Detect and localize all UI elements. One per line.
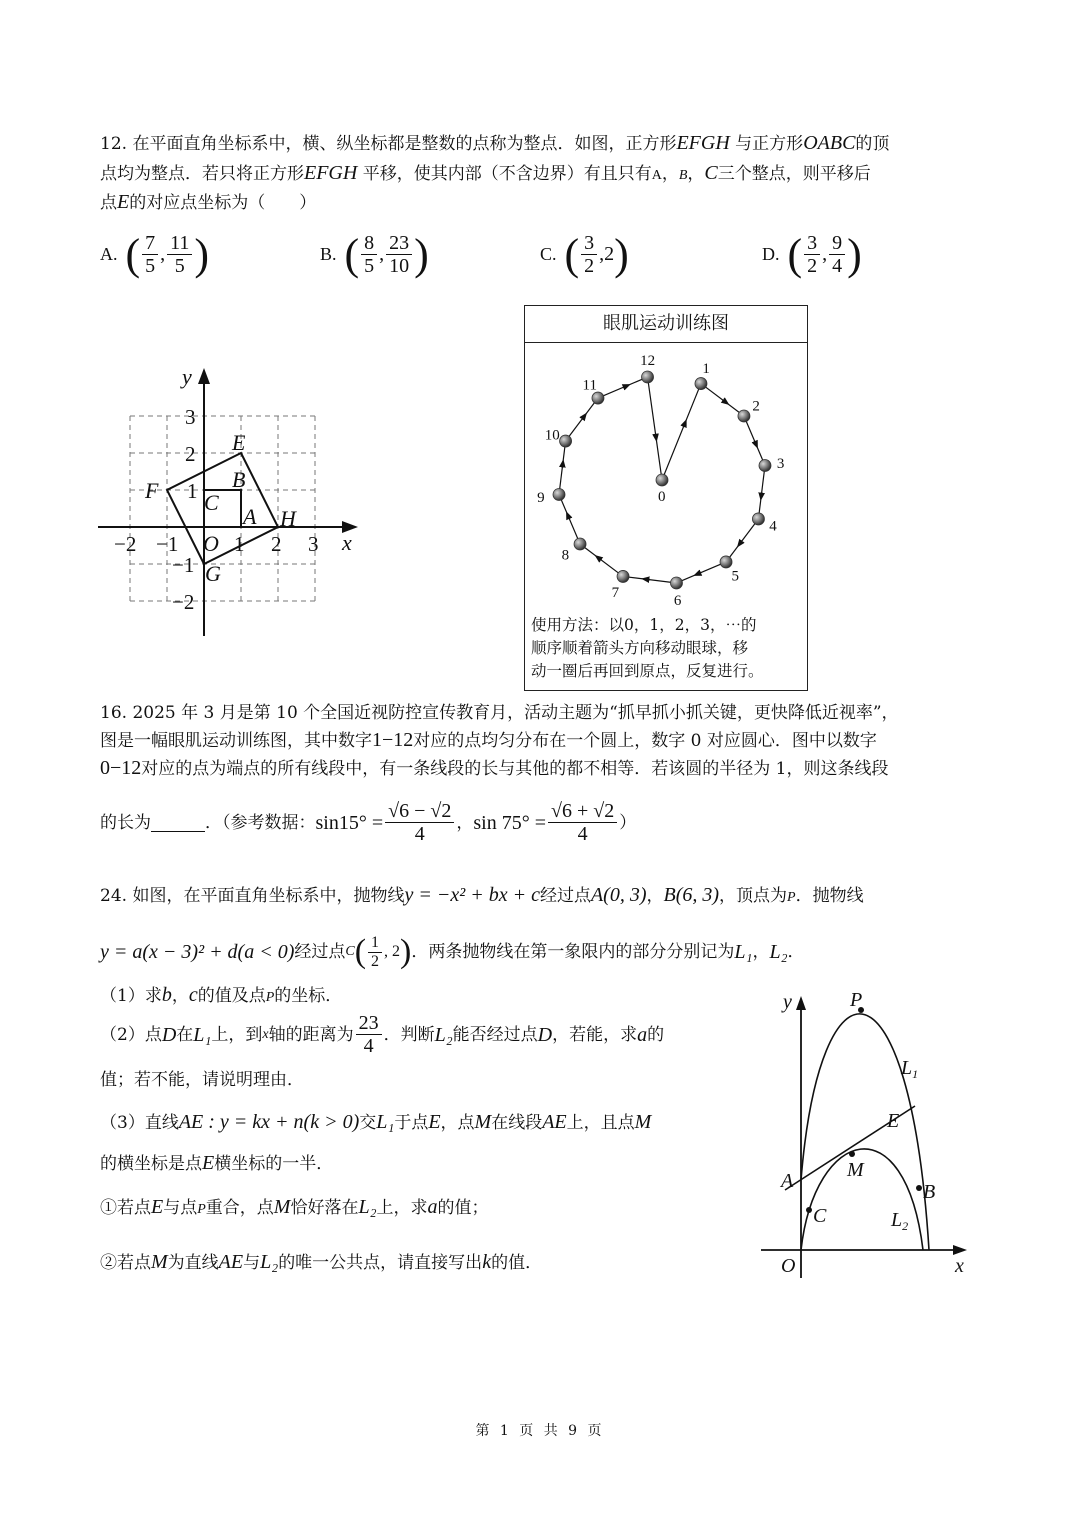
q16-line-2: 图是一幅眼肌运动训练图，其中数字1−12对应的点均匀分布在一个圆上，数字 0 对应圆心．图中以数字: [100, 729, 877, 751]
x-axis-label: x: [955, 1255, 964, 1277]
axes: [761, 1002, 960, 1278]
eye-point-5: [720, 556, 732, 568]
point-g-label: G: [205, 561, 221, 586]
q12-line-1: 12. 在平面直角坐标系中，横、纵坐标都是整数的点称为整点．如图，正方形EFGH 与正方形OABC的顶: [100, 132, 890, 154]
x-tick: 3: [308, 532, 319, 556]
q12-line-2: 点均为整点．若只将正方形EFGH 平移，使其内部（不含边界）有且只有A，B，C三个整点，则平移后: [100, 162, 871, 184]
point-m-label: M: [847, 1159, 864, 1181]
y-axis-label: y: [182, 364, 192, 389]
point-c-label: C: [204, 490, 219, 515]
eye-point-0: [656, 474, 668, 486]
eye-segment: [559, 494, 580, 544]
q24-part-1: （1）求b，c的值及点P的坐标．: [100, 984, 343, 1006]
point-b-label: B: [232, 467, 246, 492]
eye-arrow: [567, 514, 568, 516]
page-footer: 第 1 页 共 9 页: [475, 1423, 605, 1439]
q12-option-a: A. ( $\frac{7}{5}$ , $\frac{11}{5}$ ): [100, 229, 210, 279]
eye-label-6: 6: [673, 592, 682, 609]
eye-segment: [744, 416, 765, 466]
q16-line-1: 16. 2025 年 3 月是第 10 个全国近视防控宣传教育月，活动主题为“抓早抓小抓关键，更快降低近视率”，: [100, 703, 899, 723]
eye-arrow: [683, 422, 685, 427]
eye-point-10: [560, 435, 572, 447]
eye-point-9: [553, 488, 565, 500]
x-tick: 2: [271, 532, 282, 556]
eye-point-12: [642, 371, 654, 383]
x-tick: 1: [234, 532, 245, 556]
q24-part-3-2: ②若点M为直线AE与L₂的唯一公共点，请直接写出k的值．: [100, 1251, 543, 1273]
eye-segment: [566, 398, 598, 441]
q16-line-4: 的长为 ．（参考数据： sin15° = $\frac{√6 - √2}{4}$ ， sin 75° = $\frac{√6 + √2}{4}$ ）: [100, 800, 637, 845]
eye-chart-figure: [525, 343, 806, 613]
origin-label: O: [781, 1255, 796, 1277]
eye-arrow: [597, 557, 599, 559]
eye-segment: [701, 384, 744, 416]
point-m: [849, 1151, 855, 1157]
eye-segment: [559, 441, 566, 494]
eye-arrow: [725, 401, 727, 403]
eye-label-7: 7: [611, 585, 620, 602]
point-e-label: E: [232, 430, 246, 455]
y-tick: 2: [185, 442, 196, 466]
eye-point-4: [752, 513, 764, 525]
eye-label-8: 8: [561, 547, 570, 564]
eye-arrow: [655, 434, 656, 439]
eye-segment: [648, 377, 662, 480]
point-a-label: A: [243, 504, 257, 529]
eye-arrow: [739, 543, 741, 545]
eye-point-2: [738, 410, 750, 422]
eye-arrow: [756, 443, 757, 445]
eye-label-2: 2: [752, 398, 760, 415]
q24-line-1: 24. 如图，在平面直角坐标系中，抛物线y = −x² + bx + c经过点A(0, 3)，B(6, 3)，顶点为P．抛物线: [100, 884, 864, 906]
q12-option-b: B. ( $\frac{8}{5}$ , $\frac{23}{10}$ ): [320, 229, 429, 279]
y-tick: 1: [187, 479, 198, 503]
l1-label: $L_1$: [901, 1057, 919, 1081]
answer-blank[interactable]: [151, 813, 205, 832]
y-tick: −2: [172, 590, 195, 614]
eye-label-4: 4: [769, 518, 777, 535]
q12-line-3: 点E的对应点坐标为（ ）: [100, 191, 317, 213]
l2-label: $L_2$: [891, 1209, 909, 1233]
eye-segment: [598, 377, 648, 398]
eye-point-7: [617, 570, 629, 582]
eye-label-9: 9: [537, 489, 545, 506]
eye-segment: [676, 562, 726, 583]
point-h-label: H: [280, 506, 296, 531]
point-p-label: P: [850, 989, 863, 1011]
eye-segment: [758, 466, 765, 519]
q24-part-3-1: ①若点E与点P重合，点M恰好落在L₂上，求a的值；: [100, 1196, 489, 1218]
eye-arrow: [583, 415, 585, 417]
point-f-label: F: [145, 478, 159, 503]
y-axis-label: y: [783, 991, 792, 1013]
x-tick: −1: [156, 532, 179, 556]
eye-segment: [580, 544, 623, 576]
y-arrow: [796, 996, 806, 1010]
point-c-label: C: [813, 1205, 827, 1227]
point-b: [916, 1185, 922, 1191]
eye-point-3: [759, 460, 771, 472]
point-e-label: E: [887, 1110, 900, 1132]
q12-option-c: C. ( $\frac{3}{2}$ , 2 ): [540, 229, 629, 279]
eye-segment: [662, 384, 701, 480]
eye-label-10: 10: [544, 427, 560, 444]
q24-part-3-cont: 的横坐标是点E横坐标的一半．: [100, 1152, 334, 1174]
eye-segment: [726, 519, 758, 562]
eye-chart-title: 眼肌运动训练图: [525, 306, 807, 343]
origin-label: O: [203, 531, 219, 556]
eye-chart-box: [524, 305, 808, 691]
q24-line-2: y = a(x − 3)² + d(a < 0) 经过点 C ( $\frac{1}{2}$ , 2 ) ．两条抛物线在第一象限内的部分分别记为 L₁ ， L₂ ．: [100, 933, 805, 970]
point-c: [806, 1207, 812, 1213]
point-b-label: B: [923, 1181, 936, 1203]
q12-grid-figure: [90, 360, 370, 650]
eye-label-11: 11: [582, 377, 597, 394]
q12-option-d: D. ( $\frac{3}{2}$ , $\frac{9}{4}$ ): [762, 229, 862, 279]
eye-arrow: [625, 385, 627, 386]
eye-chart-usage: 使用方法：以0，1，2，3，⋯的 顺序顺着箭头方向移动眼球，移 动一圈后再回到原点，反复进行。: [531, 616, 764, 680]
eye-label-1: 1: [702, 360, 710, 377]
eye-segment: [623, 576, 676, 583]
y-tick: 3: [185, 405, 196, 429]
eye-label-5: 5: [731, 568, 739, 585]
eye-point-11: [592, 392, 604, 404]
x-axis-label: x: [342, 530, 352, 555]
y-arrow: [198, 368, 210, 384]
q24-parabola-figure: [755, 988, 975, 1283]
q16-line-3: 0−12对应的点为端点的所有线段中，有一条线段的长与其他的都不相等．若该圆的半径为 1，则这条线段: [100, 757, 889, 779]
eye-point-8: [574, 538, 586, 550]
axes: [98, 374, 352, 636]
x-tick: −2: [114, 532, 137, 556]
eye-label-3: 3: [776, 456, 785, 473]
eye-point-1: [695, 378, 707, 390]
q24-part-2: （2）点 D 在 L₁ 上，到 x 轴的距离为 $\frac{23}{4}$ ．判断 L₂ 能否经过点 D ，若能，求 a 的: [100, 1012, 665, 1057]
square-efgh: [167, 453, 278, 564]
y-tick: −1: [172, 553, 195, 577]
eye-point-6: [670, 577, 682, 589]
eye-label-0: 0: [658, 489, 666, 505]
eye-label-12: 12: [640, 353, 656, 370]
eye-arrow: [696, 574, 698, 575]
q24-part-3: （3）直线AE : y = kx + n(k > 0)交L₁于点E，点M在线段AE上，且点M: [100, 1111, 652, 1133]
q24-part-2-cont: 值；若不能，请说明理由．: [100, 1070, 304, 1090]
x-arrow: [953, 1245, 967, 1255]
point-a-label: A: [781, 1170, 794, 1192]
eye-points: [553, 371, 771, 589]
